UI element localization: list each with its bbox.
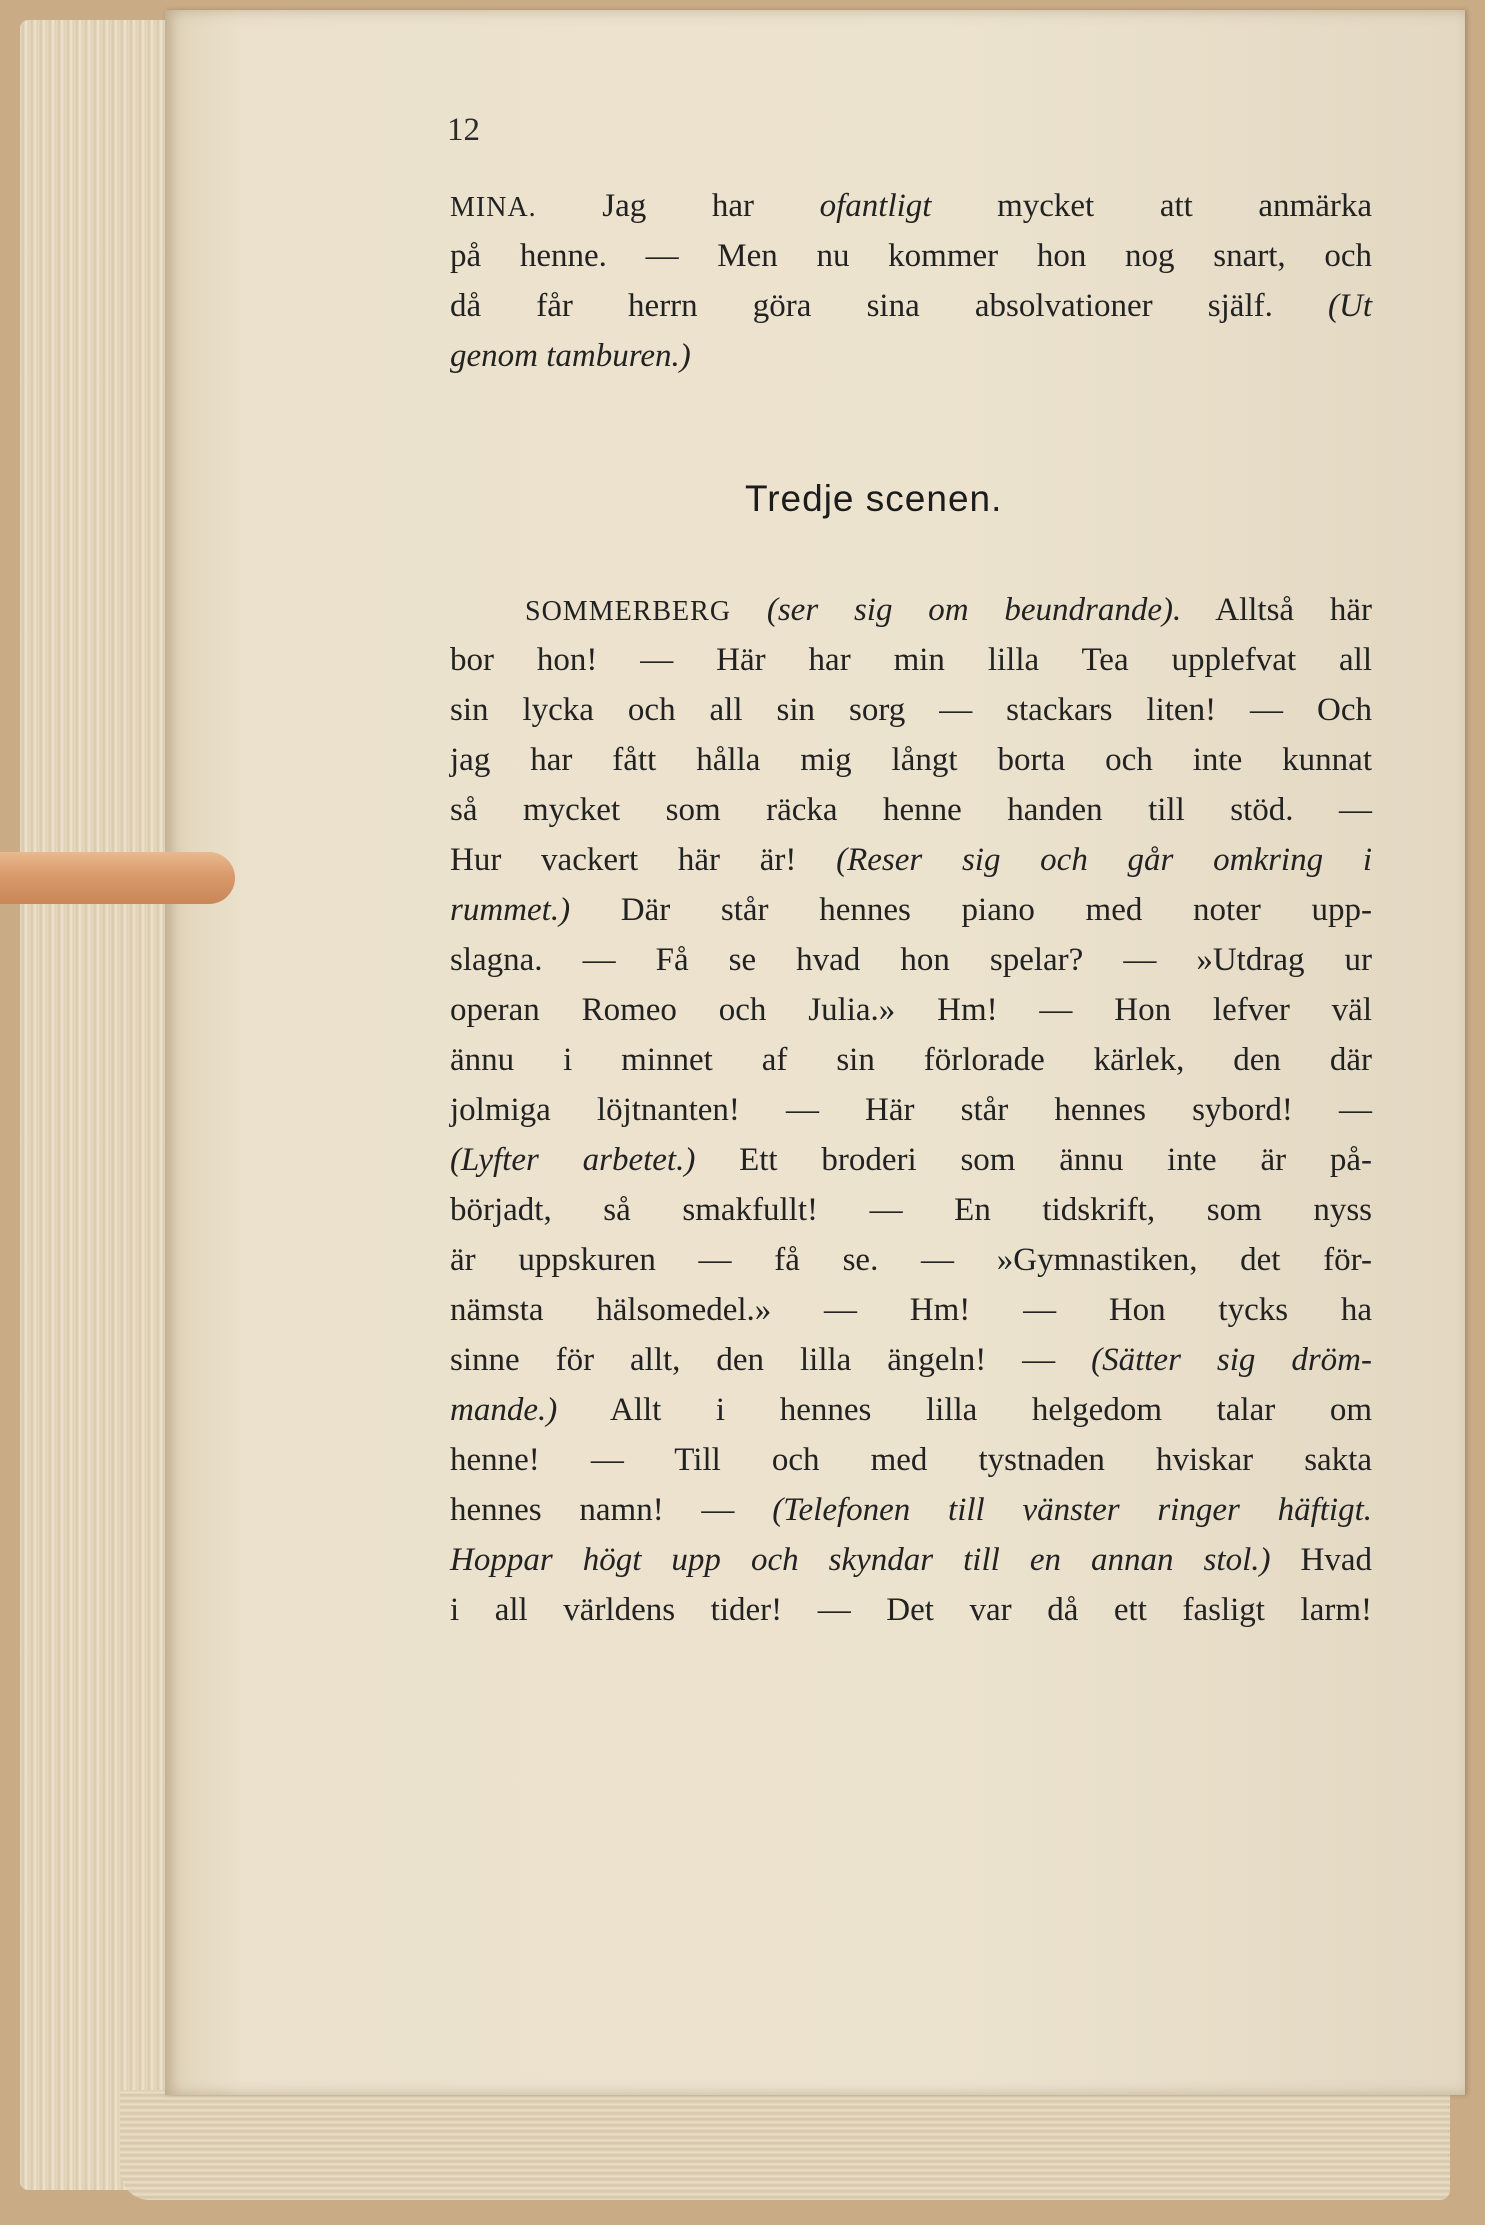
sommerberg-line-4: jag har fått hålla mig långt borta och inte kunnat xyxy=(450,742,1372,778)
sommerberg-line-17: mande.) Allt i hennes lilla helgedom talar om xyxy=(450,1392,1372,1428)
bookmark-ribbon xyxy=(0,852,235,904)
sommerberg-line-16: sinne för allt, den lilla ängeln! — (Sätter sig dröm- xyxy=(450,1342,1372,1378)
book-page-edges xyxy=(20,20,170,2190)
sommerberg-line-1: SOMMERBERG (ser sig om beundrande). Alltså här xyxy=(525,592,1373,628)
mina-line-1: MINA. Jag har ofantligt mycket att anmärka xyxy=(450,188,1372,224)
sommerberg-line-8: slagna. — Få se hvad hon spelar? — »Utdrag ur xyxy=(450,942,1372,978)
sommerberg-line-7: rummet.) Där står hennes piano med noter upp- xyxy=(450,892,1372,928)
sommerberg-line-19: hennes namn! — (Telefonen till vänster ringer häftigt. xyxy=(450,1492,1372,1528)
sommerberg-line-12: (Lyfter arbetet.) Ett broderi som ännu inte är på- xyxy=(450,1142,1372,1178)
speaker-sommerberg: SOMMERBERG xyxy=(525,596,732,627)
sommerberg-line-10: ännu i minnet af sin förlorade kärlek, den där xyxy=(450,1042,1372,1078)
sommerberg-line-14: är uppskuren — få se. — »Gymnastiken, det för- xyxy=(450,1242,1372,1278)
book-bottom-edges xyxy=(120,2090,1450,2200)
sommerberg-line-21: i all världens tider! — Det var då ett fasligt larm! xyxy=(450,1592,1372,1628)
sommerberg-line-11: jolmiga löjtnanten! — Här står hennes sybord! — xyxy=(450,1092,1372,1128)
sommerberg-line-20: Hoppar högt upp och skyndar till en annan stol.) Hvad xyxy=(450,1542,1373,1578)
sommerberg-line-15: nämsta hälsomedel.» — Hm! — Hon tycks ha xyxy=(450,1292,1372,1328)
sommerberg-line-3: sin lycka och all sin sorg — stackars liten! — Och xyxy=(450,692,1372,728)
sommerberg-line-2: bor hon! — Här har min lilla Tea upplefvat all xyxy=(450,642,1372,678)
speaker-mina: MINA. xyxy=(450,192,537,223)
mina-line-3: då får herrn göra sina absolvationer själf. (Ut xyxy=(450,288,1372,324)
mina-line-4: genom tamburen.) xyxy=(450,338,691,374)
mina-line-2: på henne. — Men nu kommer hon nog snart, och xyxy=(450,238,1372,274)
sommerberg-line-9: operan Romeo och Julia.» Hm! — Hon lefver väl xyxy=(450,992,1372,1028)
sommerberg-line-13: börjadt, så smakfullt! — En tidskrift, som nyss xyxy=(450,1192,1372,1228)
sommerberg-line-6: Hur vackert här är! (Reser sig och går omkring i xyxy=(450,842,1372,878)
scene-heading: Tredje scenen. xyxy=(745,478,1003,519)
sommerberg-line-5: så mycket som räcka henne handen till stöd. — xyxy=(450,792,1372,828)
sommerberg-line-18: henne! — Till och med tystnaden hviskar sakta xyxy=(450,1442,1372,1478)
page-number: 12 xyxy=(447,112,480,148)
